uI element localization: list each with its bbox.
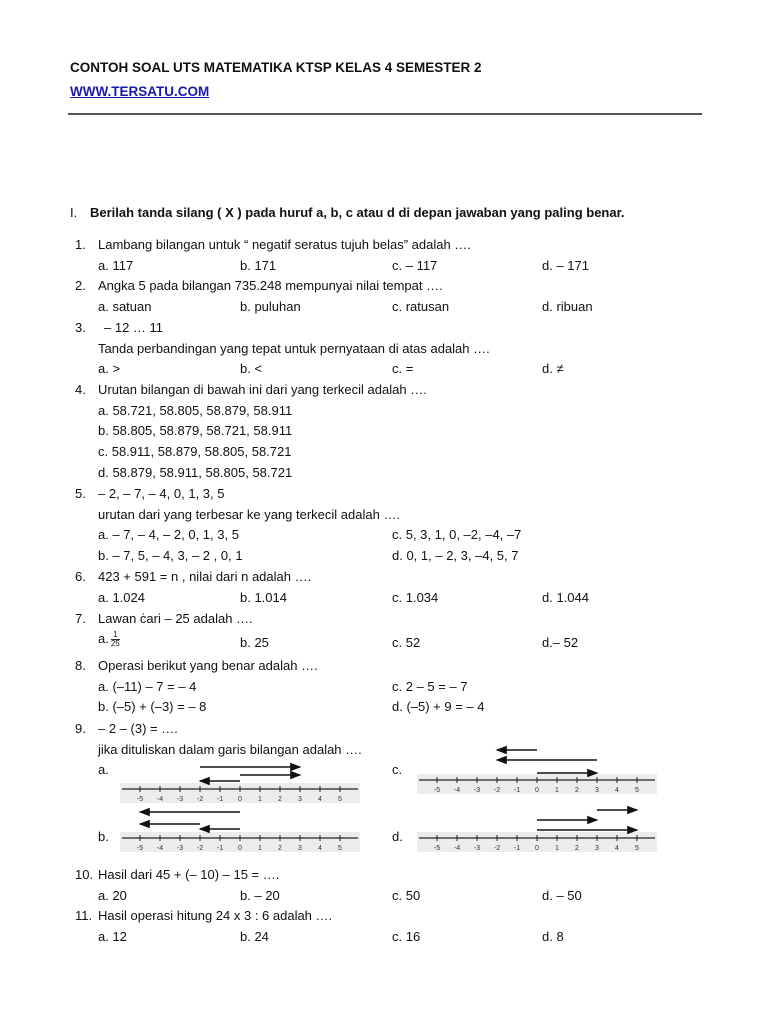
answer-option-a[interactable]: a. 20: [98, 887, 127, 903]
question-text: – 12 … 11: [104, 320, 164, 335]
answer-option-b[interactable]: b. puluhan: [240, 298, 301, 314]
tick-label: 5: [635, 787, 639, 794]
answer-option-c[interactable]: c. ratusan: [392, 298, 450, 314]
number-line-option-c: [415, 740, 660, 795]
tick-label: 4: [318, 845, 322, 852]
answer-option-a[interactable]: a. 58.721, 58.805, 58.879, 58.911: [98, 402, 293, 418]
tick-label: 5: [635, 845, 639, 852]
answer-option-a[interactable]: a.: [98, 762, 109, 778]
number-line-option-d: [415, 803, 660, 853]
answer-option-d[interactable]: d.: [392, 828, 403, 844]
fraction-numerator: 1: [111, 631, 120, 640]
tick-label: -4: [156, 796, 164, 803]
answer-option-d[interactable]: d. 58.879, 58.911, 58.805, 58.721: [98, 464, 293, 480]
tick-label: 4: [615, 787, 619, 794]
question-text: Urutan bilangan di bawah ini dari yang terkecil adalah ….: [98, 382, 427, 397]
answer-option-d[interactable]: d. (–5) + 9 = – 4: [392, 699, 485, 715]
question-number: 9.: [75, 721, 86, 736]
question-number: 2.: [75, 278, 86, 293]
fraction-answer: [111, 631, 120, 648]
fraction-denominator: 25: [110, 638, 120, 648]
tick-label: 2: [575, 787, 579, 794]
question-number: 1.: [75, 237, 86, 252]
question-number: 10.: [75, 867, 94, 882]
tick-label: 1: [555, 845, 559, 852]
tick-label: -3: [176, 845, 184, 852]
question-number: 5.: [75, 486, 86, 501]
tick-label: 5: [338, 845, 342, 852]
tick-label: 4: [318, 796, 322, 803]
question-text: Operasi berikut yang benar adalah ….: [98, 658, 318, 673]
answer-option-a[interactable]: a. 12: [98, 928, 127, 944]
tick-label: 2: [278, 796, 282, 803]
tick-label: 3: [298, 845, 302, 852]
tick-label: -2: [196, 796, 204, 803]
answer-option-a[interactable]: a. – 7, – 4, – 2, 0, 1, 3, 5: [98, 527, 239, 543]
number-line-option-a: [118, 755, 363, 805]
answer-option-c[interactable]: c. 58.911, 58.879, 58.805, 58.721: [98, 444, 292, 460]
tick-label: -3: [176, 796, 184, 803]
header-divider: [68, 113, 702, 115]
answer-option-d[interactable]: d. – 171: [542, 257, 589, 273]
answer-option-c[interactable]: c. 16: [392, 928, 421, 944]
number-line-option-b: [118, 803, 363, 853]
tick-label: 4: [615, 845, 619, 852]
question-text: Hasil operasi hitung 24 x 3 : 6 adalah ….: [98, 908, 333, 923]
answer-option-d[interactable]: d. – 50: [542, 887, 582, 903]
question-text: 423 + 591 = n , nilai dari n adalah ….: [98, 569, 312, 584]
answer-option-b[interactable]: b. – 20: [240, 887, 280, 903]
tick-label: -5: [433, 787, 441, 794]
tick-label: -1: [216, 845, 224, 852]
tick-label: -5: [433, 845, 441, 852]
tick-label: -3: [473, 787, 481, 794]
tick-label: 0: [238, 796, 242, 803]
answer-option-a[interactable]: [98, 631, 120, 648]
answer-option-b[interactable]: b. <: [240, 361, 263, 377]
question-number: 7.: [75, 611, 86, 626]
tick-label: -4: [453, 787, 461, 794]
tick-label: 3: [298, 796, 302, 803]
tick-label: 3: [595, 845, 599, 852]
answer-option-b[interactable]: b.: [98, 828, 109, 844]
answer-option-b[interactable]: b. 171: [240, 257, 277, 273]
tick-label: -1: [513, 787, 521, 794]
question-text: Lambang bilangan untuk “ negatif seratus tujuh belas” adalah ….: [98, 237, 471, 252]
answer-option-b[interactable]: b. 25: [240, 634, 269, 650]
question-text: Angka 5 pada bilangan 735.248 mempunyai nilai tempat ….: [98, 278, 443, 293]
tick-label: 2: [278, 845, 282, 852]
question-number: 6.: [75, 569, 86, 584]
question-text: Hasil dari 45 + (– 10) – 15 = ….: [98, 867, 280, 882]
tick-label: -2: [493, 845, 501, 852]
question-text: – 2, – 7, – 4, 0, 1, 3, 5: [98, 486, 225, 501]
question-text-continued: urutan dari yang terbesar ke yang terkecil adalah ….: [98, 506, 401, 522]
website-link[interactable]: WWW.TERSATU.COM: [70, 84, 210, 99]
tick-label: -1: [513, 845, 521, 852]
answer-option-a[interactable]: a. >: [98, 361, 121, 377]
answer-option-c[interactable]: c. 50: [392, 887, 421, 903]
tick-label: -4: [156, 845, 164, 852]
answer-option-d[interactable]: d.– 52: [542, 634, 579, 650]
answer-option-b[interactable]: b. 58.805, 58.879, 58.721, 58.911: [98, 423, 293, 439]
tick-label: 1: [258, 845, 262, 852]
tick-label: 0: [238, 845, 242, 852]
question-text: Lawan ċari – 25 adalah ….: [98, 611, 253, 626]
section-number: I.: [70, 205, 78, 220]
answer-option-a[interactable]: a. (–11) – 7 = – 4: [98, 678, 197, 694]
answer-option-b[interactable]: b. 1.014: [240, 589, 287, 605]
option-letter: a.: [98, 630, 109, 646]
answer-option-c[interactable]: c. – 117: [392, 257, 438, 273]
answer-option-b[interactable]: b. (–5) + (–3) = – 8: [98, 699, 207, 715]
answer-option-c[interactable]: c. 2 – 5 = – 7: [392, 678, 468, 694]
tick-label: -2: [493, 787, 501, 794]
tick-label: -4: [453, 845, 461, 852]
answer-option-d[interactable]: d. 1.044: [542, 589, 589, 605]
answer-option-d[interactable]: d. ≠: [542, 361, 564, 377]
tick-label: -3: [473, 845, 481, 852]
answer-option-d[interactable]: d. 8: [542, 928, 564, 944]
question-number: 4.: [75, 382, 86, 397]
answer-option-b[interactable]: b. – 7, 5, – 4, 3, – 2 , 0, 1: [98, 548, 243, 564]
answer-option-c[interactable]: c. 52: [392, 634, 421, 650]
question-text-continued: Tanda perbandingan yang tepat untuk pernyataan di atas adalah ….: [98, 340, 490, 356]
tick-label: -5: [136, 845, 144, 852]
question-number: 11.: [75, 908, 93, 923]
answer-option-c[interactable]: c. =: [392, 361, 414, 377]
tick-label: 0: [535, 845, 539, 852]
tick-label: 1: [555, 787, 559, 794]
answer-option-a[interactable]: a. 117: [98, 257, 134, 273]
answer-option-a[interactable]: a. satuan: [98, 298, 152, 314]
tick-label: 5: [338, 796, 342, 803]
question-number: 3.: [75, 320, 86, 335]
tick-label: -5: [136, 796, 144, 803]
question-number: 8.: [75, 658, 86, 673]
answer-option-a[interactable]: a. 1.024: [98, 589, 145, 605]
answer-option-d[interactable]: d. 0, 1, – 2, 3, –4, 5, 7: [392, 548, 519, 564]
tick-label: 2: [575, 845, 579, 852]
answer-option-c[interactable]: c. 5, 3, 1, 0, –2, –4, –7: [392, 527, 522, 543]
tick-label: -2: [196, 845, 204, 852]
section-instruction: Berilah tanda silang ( X ) pada huruf a, b, c atau d di depan jawaban yang paling benar.: [90, 205, 625, 220]
document-title: CONTOH SOAL UTS MATEMATIKA KTSP KELAS 4 SEMESTER 2: [70, 60, 482, 75]
question-text: – 2 – (3) = ….: [98, 721, 178, 736]
answer-option-b[interactable]: b. 24: [240, 928, 269, 944]
question-text-continued: jika dituliskan dalam garis bilangan adalah ….: [98, 741, 362, 757]
tick-label: 1: [258, 796, 262, 803]
tick-label: 3: [595, 787, 599, 794]
tick-label: -1: [216, 796, 224, 803]
answer-option-c[interactable]: c. 1.034: [392, 589, 439, 605]
tick-label: 0: [535, 787, 539, 794]
answer-option-c[interactable]: c.: [392, 762, 403, 778]
answer-option-d[interactable]: d. ribuan: [542, 298, 593, 314]
